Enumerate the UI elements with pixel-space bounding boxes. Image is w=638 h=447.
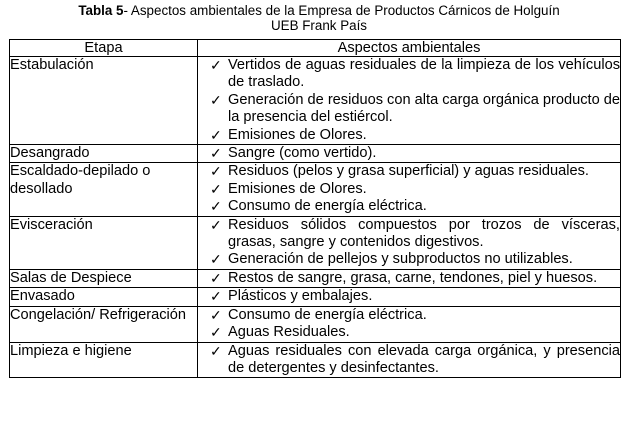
header-aspects: Aspectos ambientales (198, 40, 621, 57)
list-item (198, 251, 620, 268)
aspect-text: Consumo de energía eléctrica. (228, 198, 427, 215)
list-item (198, 270, 620, 287)
stage-cell: Envasado (10, 288, 198, 306)
aspects-cell (198, 288, 621, 306)
aspect-text: Residuos sólidos compuestos por trozos de vísceras, grasas, sangre y contenidos digestivos. (228, 216, 620, 251)
list-item (198, 127, 620, 144)
checkmark-icon: ✓ (210, 251, 222, 268)
list-item (198, 307, 620, 324)
aspect-text: Vertidos de aguas residuales de la limpieza de los vehículos de traslado. (228, 57, 620, 91)
aspects-cell (198, 342, 621, 378)
checkmark-icon: ✓ (210, 216, 222, 233)
checkmark-icon: ✓ (210, 269, 222, 286)
list-item (198, 343, 620, 378)
aspect-text: Aguas residuales con elevada carga orgánica, y presencia de detergentes y desinfectantes. (228, 342, 620, 376)
aspect-text: Generación de pellejos y subproductos no utilizables. (228, 251, 573, 268)
aspect-text: Aguas Residuales. (228, 324, 350, 341)
checkmark-icon: ✓ (210, 91, 222, 108)
aspect-list (198, 307, 620, 342)
stage-cell: Estabulación (10, 57, 198, 145)
aspect-text: Consumo de energía eléctrica. (228, 306, 427, 323)
stage-cell: Evisceración (10, 216, 198, 269)
stage-cell: Salas de Despiece (10, 269, 198, 287)
stage-cell: Escaldado-depilado o desollado (10, 163, 198, 216)
aspects-cell (198, 145, 621, 163)
aspect-list (198, 288, 620, 305)
table-row (10, 342, 621, 378)
table-row (10, 306, 621, 342)
table-row (10, 216, 621, 269)
list-item (198, 92, 620, 127)
checkmark-icon: ✓ (210, 324, 222, 341)
aspect-list (198, 217, 620, 269)
caption-line-2: UEB Frank País (271, 18, 367, 33)
checkmark-icon: ✓ (210, 126, 222, 143)
table-row (10, 145, 621, 163)
aspect-text: Sangre (como vertido). (228, 145, 377, 162)
aspect-text: Emisiones de Olores. (228, 126, 367, 143)
table-row (10, 163, 621, 216)
aspect-list (198, 270, 620, 287)
environmental-aspects-table (9, 39, 621, 378)
caption-title: - Aspectos ambientales de la Empresa de Productos Cárnicos de Holguín (123, 3, 560, 18)
list-item (198, 217, 620, 252)
table-body (10, 57, 621, 378)
checkmark-icon: ✓ (210, 163, 222, 180)
list-item (198, 181, 620, 198)
header-stage: Etapa (10, 40, 198, 57)
aspect-list (198, 343, 620, 378)
aspect-text: Residuos (pelos y grasa superficial) y aguas residuales. (228, 163, 589, 180)
aspects-cell (198, 306, 621, 342)
caption-line-1 (0, 3, 638, 18)
stage-cell: Congelación/ Refrigeración (10, 306, 198, 342)
list-item (198, 145, 620, 162)
checkmark-icon: ✓ (210, 57, 222, 73)
aspect-text: Plásticos y embalajes. (228, 288, 373, 305)
list-item (198, 324, 620, 341)
checkmark-icon: ✓ (210, 198, 222, 215)
aspects-cell (198, 269, 621, 287)
table-caption (0, 3, 638, 33)
list-item (198, 198, 620, 215)
aspect-list (198, 145, 620, 162)
checkmark-icon: ✓ (210, 342, 222, 359)
stage-cell: Limpieza e higiene (10, 342, 198, 378)
list-item (198, 57, 620, 92)
checkmark-icon: ✓ (210, 288, 222, 305)
stage-cell: Desangrado (10, 145, 198, 163)
checkmark-icon: ✓ (210, 145, 222, 162)
table-row (10, 288, 621, 306)
aspects-cell (198, 216, 621, 269)
list-item (198, 163, 620, 180)
aspect-text: Restos de sangre, grasa, carne, tendones, piel y huesos. (228, 269, 598, 286)
table-row (10, 269, 621, 287)
aspects-cell (198, 163, 621, 216)
aspect-list (198, 57, 620, 144)
list-item (198, 288, 620, 305)
header-row (10, 40, 621, 57)
aspect-list (198, 163, 620, 215)
aspect-text: Emisiones de Olores. (228, 180, 367, 197)
checkmark-icon: ✓ (210, 180, 222, 197)
table-row (10, 57, 621, 145)
caption-label: Tabla 5 (78, 3, 124, 18)
checkmark-icon: ✓ (210, 306, 222, 323)
aspect-text: Generación de residuos con alta carga orgánica producto de la presencia del estiércol. (228, 91, 620, 126)
aspects-cell (198, 57, 621, 145)
